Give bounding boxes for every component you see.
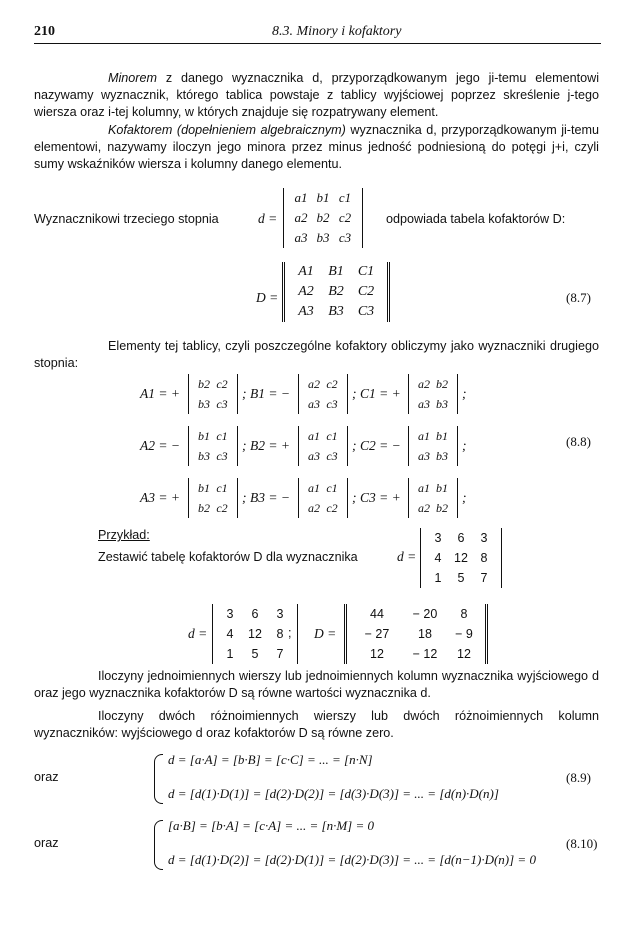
matrix-cell: 12 <box>454 551 468 565</box>
cofactor-label: C1 = + <box>360 386 401 401</box>
matrix-cell: 12 <box>248 627 262 641</box>
matrix-cell: c3 <box>326 449 338 463</box>
solution-d-label: d = <box>188 626 208 641</box>
cofactor-minor-matrix <box>188 374 238 414</box>
cofactor-definition-text: wyznacznika d, przyporządkowanym ji-temu elementowi, nazywamy iloczyn jego minora przez minus jedność podniesioną do potęgi j+i, czyli sumy wskaźników wiersza i kolumny danego elementu. <box>34 123 599 172</box>
cofactor-label: B2 = + <box>250 438 290 453</box>
third-order-lead-text: Wyznacznikowi trzeciego stopnia <box>34 212 219 226</box>
matrix-cell: b3 <box>316 230 330 245</box>
minor-definition-text: z danego wyznacznika d, przyporządkowanym jego ji-temu elementowi nazywamy wyznacznik, którego tablica powstaje z tablicy wyjściowej poprzez skreślenie j-tego wiersza oraz i-tej kolumny, w których znajduje się rozpatrywany element. <box>34 71 599 120</box>
matrix-cell: a1 <box>418 481 430 495</box>
matrix-cell: c3 <box>216 397 228 411</box>
cofactor-separator: ; <box>352 490 357 505</box>
eq-8-9-line1: d = [a·A] = [b·B] = [c·C] = ... = [n·N] <box>168 752 373 767</box>
cofactor-separator: ; <box>462 490 467 505</box>
third-order-d-label: d = <box>258 211 278 226</box>
matrix-cell: c1 <box>326 481 338 495</box>
matrix-cell: 5 <box>251 647 259 661</box>
matrix-cell: a2 <box>308 501 320 515</box>
cofactor-separator: ; <box>242 490 247 505</box>
matrix-cell: 3 <box>480 531 488 545</box>
eq-8-10-line2: d = [d(1)·D(2)] = [d(2)·D(1)] = [d(2)·D(3)] = ... = [d(n−1)·D(n)] = 0 <box>168 852 536 867</box>
matrix-cell: a1 <box>294 190 308 205</box>
eq-8-10-oraz: oraz <box>34 836 59 850</box>
matrix-cell: c2 <box>216 501 228 515</box>
matrix-cell: a2 <box>418 501 430 515</box>
paragraph-products-equal: Iloczyny jednoimiennych wierszy lub jednoimiennych kolumn wyznacznika wyjściowego d oraz jego wyznacznika kofaktorów D są równe wartości wyznacznika d. <box>34 669 599 701</box>
matrix-cell: b1 <box>436 481 448 495</box>
matrix-cell: A3 <box>298 304 314 319</box>
matrix-cell: 5 <box>457 571 465 585</box>
matrix-cell: c1 <box>216 429 228 443</box>
solution-D-label: D = <box>314 626 337 641</box>
matrix-cell: b2 <box>198 377 210 391</box>
cofactor-separator: ; <box>242 438 247 453</box>
matrix-cell: b2 <box>316 210 330 225</box>
brace-8-10 <box>154 820 163 870</box>
matrix-cell: a3 <box>294 230 308 245</box>
matrix-cell: c2 <box>216 377 228 391</box>
matrix-cell: 8 <box>276 627 284 641</box>
matrix-cell: 1 <box>434 571 442 585</box>
cofactor-table-label: D = <box>256 290 279 305</box>
example-d-label: d = <box>397 549 417 564</box>
eq-number-8-7: (8.7) <box>566 290 591 305</box>
matrix-cell: c1 <box>338 190 352 205</box>
eq-number-8-8: (8.8) <box>566 434 591 449</box>
matrix-cell: a2 <box>418 377 430 391</box>
matrix-cell: A1 <box>298 264 314 279</box>
matrix-cell: 8 <box>480 551 488 565</box>
section-title: 8.3. Minory i kofaktory <box>272 24 402 39</box>
cofactor-label: A3 = + <box>140 490 180 505</box>
matrix-cell: b1 <box>316 190 330 205</box>
term-minor: Minorem <box>108 71 157 85</box>
matrix-cell: c2 <box>326 377 338 391</box>
matrix-cell: a2 <box>308 377 320 391</box>
matrix-cell: B2 <box>328 284 344 299</box>
matrix-cell: 6 <box>457 531 465 545</box>
matrix-cell: a3 <box>418 449 430 463</box>
matrix-cell: b1 <box>198 429 210 443</box>
matrix-cell: 6 <box>251 607 259 621</box>
brace-8-9 <box>154 754 163 804</box>
matrix-cell: B3 <box>328 304 344 319</box>
cofactor-minor-matrix <box>408 426 458 466</box>
matrix-cell: 8 <box>460 607 468 621</box>
matrix-cell: b2 <box>436 501 448 515</box>
matrix-cell: 18 <box>418 627 432 641</box>
paragraph-minor-definition <box>34 70 599 122</box>
matrix-cell: c2 <box>338 210 352 225</box>
cofactor-minor-matrix <box>408 478 458 518</box>
matrix-cell: b1 <box>198 481 210 495</box>
matrix-cell: a1 <box>418 429 430 443</box>
cofactor-separator: ; <box>352 438 357 453</box>
matrix-cell: C3 <box>357 304 375 319</box>
matrix-cell: b2 <box>198 501 210 515</box>
cofactor-label: C3 = + <box>360 490 401 505</box>
matrix-cell: 1 <box>226 647 234 661</box>
solution-d-matrix <box>212 604 298 664</box>
cofactor-table-matrix <box>282 262 390 322</box>
cofactor-label: B3 = − <box>250 490 290 505</box>
cofactor-separator: ; <box>352 386 357 401</box>
matrix-cell: a3 <box>308 449 320 463</box>
term-cofactor: Kofaktorem (dopełnieniem algebraicznym) <box>108 123 346 137</box>
third-order-trail-text: odpowiada tabela kofaktorów D: <box>386 212 566 226</box>
cofactor-separator: ; <box>462 386 467 401</box>
matrix-cell: 3 <box>434 531 442 545</box>
matrix-cell: b1 <box>436 429 448 443</box>
matrix-cell: c1 <box>326 429 338 443</box>
cofactor-minor-matrix <box>298 426 348 466</box>
matrix-cell: 4 <box>434 551 442 565</box>
matrix-cell: a1 <box>308 429 320 443</box>
matrix-cell: b3 <box>436 397 448 411</box>
cofactor-minor-matrix <box>188 426 238 466</box>
example-task: Zestawić tabelę kofaktorów D dla wyznacznika <box>98 550 358 564</box>
matrix-cell: B1 <box>328 264 344 279</box>
matrix-cell: b3 <box>198 449 210 463</box>
matrix-cell: c1 <box>216 481 228 495</box>
third-order-matrix <box>283 188 363 248</box>
cofactor-minor-matrix <box>188 478 238 518</box>
eq-8-9-oraz: oraz <box>34 770 59 784</box>
matrix-cell: − 20 <box>412 607 438 621</box>
example-heading: Przykład: <box>98 528 150 542</box>
matrix-cell: − 9 <box>455 627 473 641</box>
solution-D-matrix <box>344 604 488 664</box>
cofactor-minor-matrix <box>298 374 348 414</box>
eq-number-8-10: (8.10) <box>566 836 598 851</box>
matrix-cell: b3 <box>436 449 448 463</box>
matrix-cell: 7 <box>276 647 284 661</box>
matrix-cell: c3 <box>338 230 352 245</box>
matrix-cell: A2 <box>298 284 314 299</box>
eq-number-8-9: (8.9) <box>566 770 591 785</box>
matrix-cell: a1 <box>308 481 320 495</box>
matrix-cell: b3 <box>198 397 210 411</box>
matrix-cell: 44 <box>370 607 384 621</box>
page-number: 210 <box>34 24 55 39</box>
matrix-cell: a3 <box>308 397 320 411</box>
matrix-cell: 12 <box>370 647 384 661</box>
cofactor-label: B1 = − <box>250 386 290 401</box>
matrix-cell: a2 <box>294 210 308 225</box>
matrix-cell: 3 <box>226 607 234 621</box>
matrix-cell: C1 <box>357 264 375 279</box>
matrix-cell: − 27 <box>364 627 390 641</box>
matrix-cell: 12 <box>457 647 471 661</box>
cofactor-label: C2 = − <box>360 438 401 453</box>
matrix-cell: c3 <box>216 449 228 463</box>
paragraph-cofactor-definition <box>34 122 599 174</box>
solution-separator: ; <box>288 626 292 640</box>
matrix-cell: c2 <box>326 501 338 515</box>
paragraph-products-zero: Iloczyny dwóch różnoimiennych wierszy lub dwóch różnoimiennych kolumn wyznaczników: wyjściowego d oraz kofaktorów D są równe zero. <box>34 709 599 741</box>
cofactor-minor-matrix <box>298 478 348 518</box>
cofactor-label: A1 = + <box>140 386 180 401</box>
matrix-cell: 3 <box>276 607 284 621</box>
eq-8-10-line1: [a·B] = [b·A] = [c·A] = ... = [n·M] = 0 <box>168 818 375 833</box>
matrix-cell: 7 <box>480 571 488 585</box>
header-rule <box>34 43 601 44</box>
matrix-cell: 4 <box>226 627 234 641</box>
matrix-cell: − 12 <box>412 647 438 661</box>
paragraph-cofactor-intro: Elementy tej tablicy, czyli poszczególne kofaktory obliczymy jako wyznaczniki drugiego stopnia: <box>34 339 599 371</box>
cofactor-label: A2 = − <box>140 438 180 453</box>
eq-8-9-line2: d = [d(1)·D(1)] = [d(2)·D(2)] = [d(3)·D(3)] = ... = [d(n)·D(n)] <box>168 786 499 801</box>
matrix-cell: b2 <box>436 377 448 391</box>
cofactor-separator: ; <box>462 438 467 453</box>
matrix-cell: c3 <box>326 397 338 411</box>
example-matrix <box>420 528 502 588</box>
cofactor-minor-matrix <box>408 374 458 414</box>
matrix-cell: C2 <box>357 284 375 299</box>
matrix-cell: a3 <box>418 397 430 411</box>
cofactor-separator: ; <box>242 386 247 401</box>
